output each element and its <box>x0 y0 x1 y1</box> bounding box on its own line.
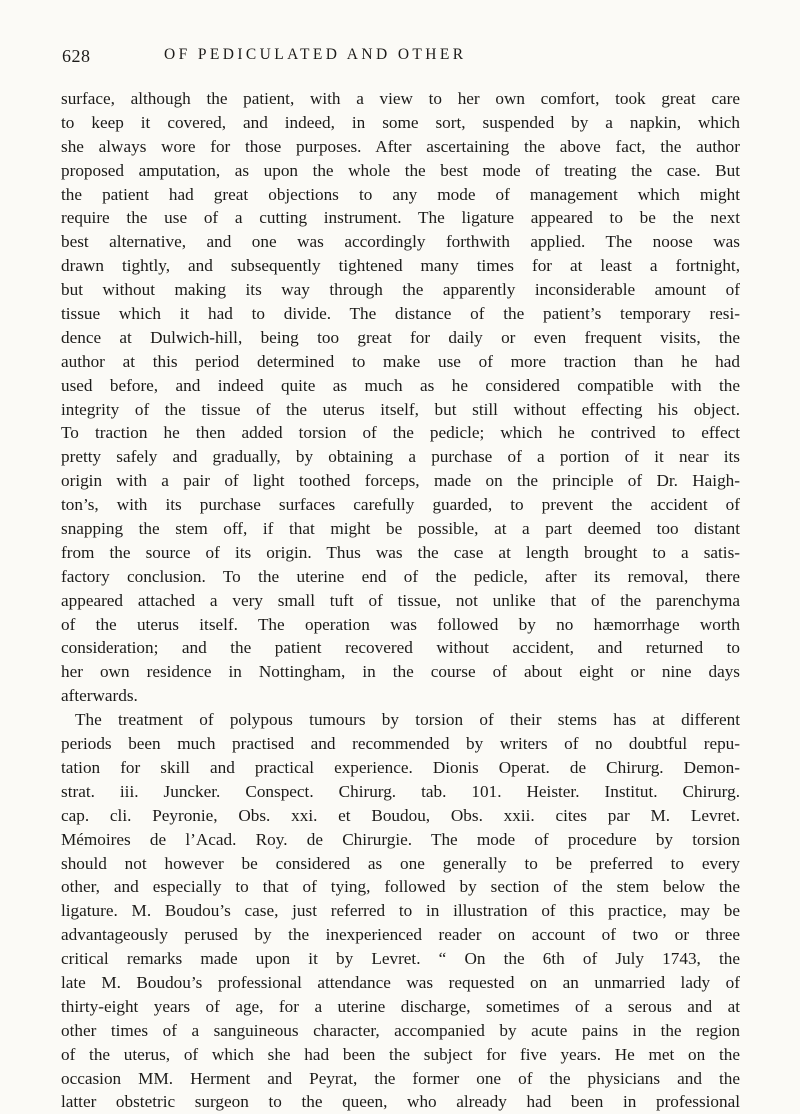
text-line: cap. cli. Peyronie, Obs. xxi. et Boudou, Obs. xxii. cites par M. Levret. <box>61 805 740 825</box>
body-text <box>61 87 740 1114</box>
running-head: OF PEDICULATED AND OTHER <box>164 46 467 63</box>
text-line: Mémoires de l’Acad. Roy. de Chirurgie. The mode of procedure by torsion <box>61 829 740 849</box>
text-line: the patient had great objections to any mode of management which might <box>61 184 740 204</box>
text-line: proposed amputation, as upon the whole the best mode of treating the case. But <box>61 160 740 180</box>
text-line: origin with a pair of light toothed forceps, made on the principle of Dr. Haigh- <box>61 471 740 491</box>
text-line: her own residence in Nottingham, in the course of about eight or nine days <box>61 662 740 682</box>
text-line: strat. iii. Juncker. Conspect. Chirurg. tab. 101. Heister. Institut. Chirurg. <box>61 781 740 801</box>
text-line: ton’s, with its purchase surfaces carefully guarded, to prevent the accident of <box>61 495 740 515</box>
text-line: of the uterus, of which she had been the subject for five years. He met on the <box>61 1044 740 1064</box>
text-line: drawn tightly, and subsequently tightened many times for at least a fortnight, <box>61 256 740 276</box>
text-line: factory conclusion. To the uterine end of the pedicle, after its removal, there <box>61 566 740 586</box>
text-line: occasion MM. Herment and Peyrat, the former one of the physicians and the <box>61 1068 740 1088</box>
text-line: used before, and indeed quite as much as he considered compatible with the <box>61 375 740 395</box>
text-line: should not however be considered as one generally to be preferred to every <box>61 853 740 873</box>
text-line: periods been much practised and recommended by writers of no doubtful repu- <box>61 734 740 754</box>
text-line: surface, although the patient, with a view to her own comfort, took great care <box>61 89 740 108</box>
text-line: best alternative, and one was accordingly forthwith applied. The noose was <box>61 232 740 252</box>
text-line: consideration; and the patient recovered without accident, and returned to <box>61 638 740 658</box>
text-line: late M. Boudou’s professional attendance was requested on an unmarried lady of <box>61 972 740 992</box>
text-line: pretty safely and gradually, by obtaining a purchase of a portion of it near its <box>61 447 740 467</box>
text-line: integrity of the tissue of the uterus itself, but still without effecting his object. <box>61 399 740 419</box>
text-line: afterwards. <box>61 686 138 706</box>
text-line: tissue which it had to divide. The distance of the patient’s temporary resi- <box>61 304 740 324</box>
text-line: but without making its way through the apparently inconsiderable amount of <box>61 280 740 300</box>
text-line: from the source of its origin. Thus was the case at length brought to a satis- <box>61 542 740 562</box>
page-number: 628 <box>62 46 91 66</box>
text-line: of the uterus itself. The operation was followed by no hæmorrhage worth <box>61 614 740 634</box>
text-line: thirty-eight years of age, for a uterine discharge, sometimes of a serous and at <box>61 996 740 1016</box>
text-line: require the use of a cutting instrument. The ligature appeared to be the next <box>61 208 740 228</box>
text-line: critical remarks made upon it by Levret. “ On the 6th of July 1743, the <box>61 949 740 969</box>
text-line: to keep it covered, and indeed, in some sort, suspended by a napkin, which <box>61 112 740 132</box>
text-line: snapping the stem off, if that might be possible, at a part deemed too distant <box>61 519 740 539</box>
text-line: advantageously perused by the inexperienced reader on account of two or three <box>61 925 740 945</box>
text-line: author at this period determined to make use of more traction than he had <box>61 351 740 371</box>
text-line: appeared attached a very small tuft of tissue, not unlike that of the parenchyma <box>61 590 740 610</box>
text-line: other, and especially to that of tying, followed by section of the stem below the <box>61 877 740 897</box>
text-line: she always wore for those purposes. After ascertaining the above fact, the author <box>61 136 740 156</box>
text-line: The treatment of polypous tumours by torsion of their stems has at different <box>75 710 740 730</box>
text-line: To traction he then added torsion of the pedicle; which he contrived to effect <box>61 423 740 443</box>
text-line: latter obstetric surgeon to the queen, who already had been in professional <box>61 1092 740 1112</box>
text-line: tation for skill and practical experience. Dionis Operat. de Chirurg. Demon- <box>61 757 740 777</box>
text-line: other times of a sanguineous character, accompanied by acute pains in the region <box>61 1020 740 1040</box>
text-line: ligature. M. Boudou’s case, just referred to in illustration of this practice, may be <box>61 901 740 921</box>
text-line: dence at Dulwich-hill, being too great for daily or even frequent visits, the <box>61 327 740 347</box>
